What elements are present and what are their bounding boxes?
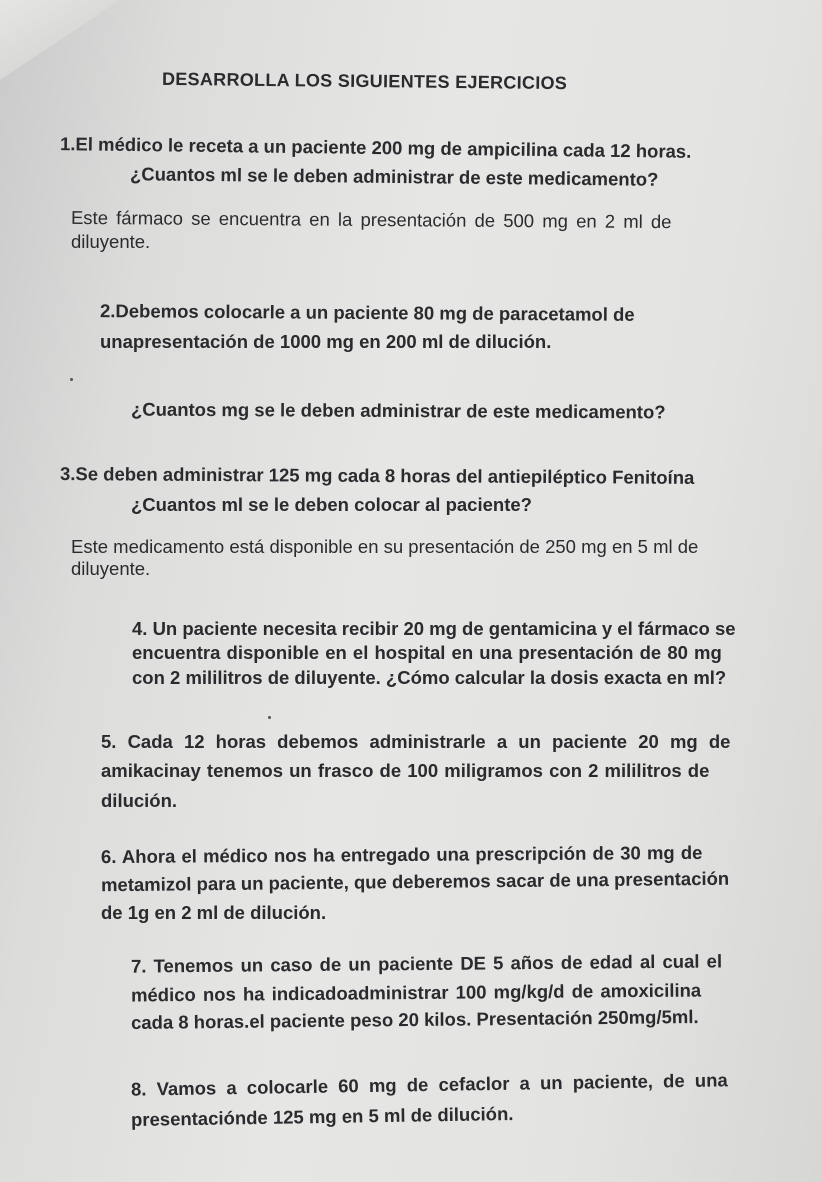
exercise-8-line-1: 8. Vamos a colocarle 60 mg de cefaclor a un paciente, de una: [130, 1069, 728, 1100]
exercise-4-line-1: 4. Un paciente necesita recibir 20 mg de gentamicina y el fármaco se: [132, 618, 736, 639]
exercise-7-line-1: 7. Tenemos un caso de un paciente DE 5 años de edad al cual el: [130, 950, 723, 977]
speck-mark: [268, 716, 271, 719]
exercise-7-line-2: médico nos ha indicadoadministrar 100 mg/kg/d de amoxicilina: [130, 979, 702, 1006]
exercise-3-line-4: diluyente.: [71, 558, 151, 579]
exercise-5-line-1: 5. Cada 12 horas debemos administrarle a un paciente 20 mg de: [101, 731, 731, 752]
paper-fold-shadow: [0, 0, 120, 80]
speck-mark: [70, 378, 73, 381]
exercise-4-line-3: con 2 mililitros de diluyente. ¿Cómo calcular la dosis exacta en ml?: [132, 667, 727, 688]
exercise-1-line-4: diluyente.: [71, 231, 151, 252]
exercise-4-line-2: encuentra disponible en el hospital en una presentación de 80 mg: [132, 642, 722, 663]
exercise-3-line-3: Este medicamento está disponible en su presentación de 250 mg en 5 ml de: [71, 536, 699, 557]
exercise-1-question: ¿Cuantos ml se le deben administrar de este medicamento?: [129, 163, 659, 190]
exercise-1-line-1: 1.El médico le receta a un paciente 200 mg de ampicilina cada 12 horas.: [59, 133, 692, 162]
exercise-5-line-2: amikacinay tenemos un frasco de 100 miligramos con 2 mililitros de: [101, 760, 710, 781]
exercise-2-line-1: 2.Debemos colocarle a un paciente 80 mg de paracetamol de: [99, 300, 635, 325]
exercise-2-question: ¿Cuantos mg se le deben administrar de este medicamento?: [130, 398, 666, 423]
exercise-6-line-2: metamizol para un paciente, que deberemos sacar de una presentación: [100, 867, 730, 896]
page-title: DESARROLLA LOS SIGUIENTES EJERCICIOS: [161, 68, 568, 94]
exercise-6-line-3: de 1g en 2 ml de dilución.: [101, 902, 327, 923]
exercise-5-line-3: dilución.: [101, 790, 178, 811]
exercise-1-line-3: Este fármaco se encuentra en la presentación de 500 mg en 2 ml de: [70, 206, 672, 233]
exercise-7-line-3: cada 8 horas.el paciente peso 20 kilos. Presentación 250mg/5ml.: [130, 1006, 699, 1033]
exercise-3-line-1: 3.Se deben administrar 125 mg cada 8 horas del antiepiléptico Fenitoína: [59, 463, 695, 488]
exercise-2-line-2: unapresentación de 1000 mg en 200 ml de dilución.: [100, 331, 552, 352]
exercise-6-line-1: 6. Ahora el médico nos ha entregado una prescripción de 30 mg de: [100, 841, 703, 868]
exercise-3-question: ¿Cuantos ml se le deben colocar al paciente?: [131, 494, 532, 515]
exercise-8-line-2: presentaciónde 125 mg en 5 ml de dilución.: [130, 1102, 514, 1131]
